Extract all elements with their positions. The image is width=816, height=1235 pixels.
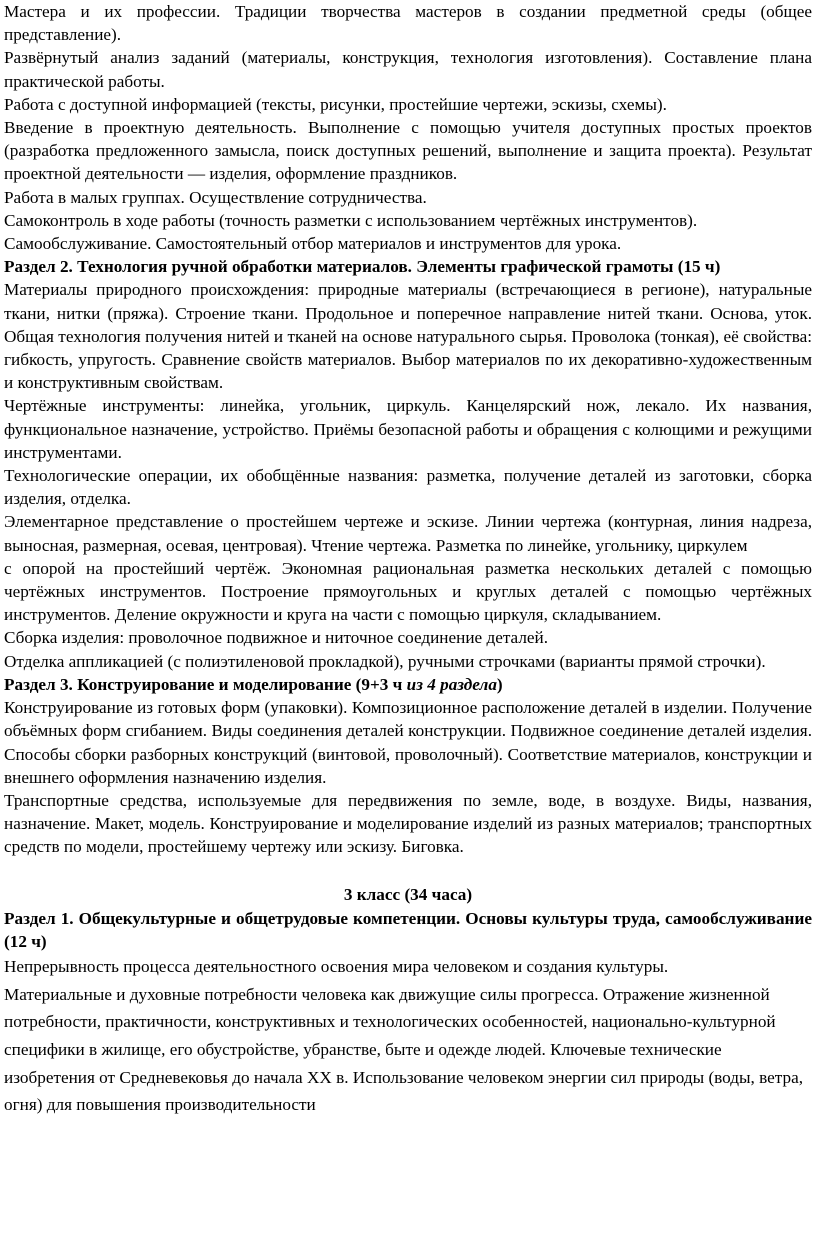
heading-main: Раздел 3. Конструирование и моделирование (9+3 ч bbox=[4, 674, 407, 694]
paragraph: Чертёжные инструменты: линейка, угольник, циркуль. Канцелярский нож, лекало. Их названия, функциональное назначение, устройство. Приёмы безопасной работы и обращения с колющими и режущими инструментами. bbox=[4, 396, 812, 462]
paragraph: с опорой на простейший чертёж. Экономная рациональная разметка нескольких деталей с помощью чертёжных инструментов. Построение прямоугольных и круглых деталей с помощью чертёжных инструментов. Деление окружности и круга на части с помощью циркуля, складыванием. bbox=[4, 558, 812, 625]
intro-block bbox=[4, 0, 812, 255]
paragraph: Самообслуживание. Самостоятельный отбор материалов и инструментов для урока. bbox=[4, 234, 622, 254]
paragraph: Технологические операции, их обобщённые названия: разметка, получение деталей из заготовки, сборка изделия, отделка. bbox=[4, 466, 812, 509]
paragraph: Самоконтроль в ходе работы (точность разметки с использованием чертёжных инструментов). bbox=[4, 210, 698, 230]
heading-close: ) bbox=[496, 674, 503, 694]
section-2 bbox=[4, 255, 812, 673]
paragraph: Элементарное представление о простейшем чертеже и эскизе. Линии чертежа (контурная, линия надреза, выносная, размерная, осевая, центровая). Чтение чертежа. Разметка по линейке, угольнику, циркулем bbox=[4, 512, 812, 555]
section-3 bbox=[4, 673, 812, 859]
paragraph: Материальные и духовные потребности человека как движущие силы прогресса. Отражение жизненной потребности, практичности, конструктивных и технологических особенностей, национально-культурной специфики в жилище, его обустройстве, убранстве, быте и одежде людей. Ключевые технические изобретения от Средневековья до начала XX в. Использование человеком энергии сил природы (воды, ветра, огня) для повышения производительности bbox=[4, 984, 804, 1115]
paragraph: Работа в малых группах. Осуществление сотрудничества. bbox=[4, 187, 427, 207]
section-heading bbox=[4, 673, 812, 696]
paragraph: Транспортные средства, используемые для передвижения по земле, воде, в воздухе. Виды, названия, назначение. Макет, модель. Конструирование и моделирование изделий из разных материалов; транспортных средств по модели, простейшему чертежу или эскизу. Биговка. bbox=[4, 790, 812, 857]
paragraph: Конструирование из готовых форм (упаковки). Композиционное расположение деталей в изделии. Получение объёмных форм сгибанием. Виды соединения деталей конструкции. Подвижное соединение деталей изделия. Способы сборки разборных конструкций (винтовой, проволочный). Соответствие материалов, конструкции и внешнего оформления назначению изделия. bbox=[4, 698, 812, 787]
section-heading: Раздел 1. Общекультурные и общетрудовые компетенции. Основы культуры труда, самообслуживание (12 ч) bbox=[4, 908, 812, 951]
grade-title: 3 класс (34 часа) bbox=[343, 884, 473, 904]
paragraph: Работа с доступной информацией (тексты, рисунки, простейшие чертежи, эскизы, схемы). bbox=[4, 94, 667, 114]
paragraph: Развёрнутый анализ заданий (материалы, конструкция, технология изготовления). Составление плана практической работы. bbox=[4, 48, 812, 91]
grade-3-paragraphs bbox=[4, 953, 812, 1119]
paragraph: Мастера и их профессии. Традиции творчества мастеров в создании предметной среды (общее представление). bbox=[4, 2, 812, 45]
paragraph: Материалы природного происхождения: природные материалы (встречающиеся в регионе), натуральные ткани, нитки (пряжа). Строение ткани. Продольное и поперечное направление нитей ткани. Основа, уток. Общая технология получения нитей и тканей на основе натурального сырья. Проволока (тонкая), её свойства: гибкость, упругость. Сравнение свойств материалов. Выбор материалов по их декоративно-художественным и конструктивным свойствам. bbox=[4, 280, 812, 393]
heading-italic: из 4 раздела bbox=[406, 674, 497, 694]
section-heading: Раздел 2. Технология ручной обработки материалов. Элементы графической грамоты (15 ч) bbox=[4, 257, 721, 277]
grade-3-block bbox=[4, 883, 812, 1119]
paragraph: Сборка изделия: проволочное подвижное и ниточное соединение деталей. bbox=[4, 628, 549, 648]
paragraph: Непрерывность процесса деятельностного освоения мира человеком и создания культуры. bbox=[4, 957, 669, 977]
paragraph: Введение в проектную деятельность. Выполнение с помощью учителя доступных простых проектов (разработка предложенного замысла, поиск доступных решений, выполнение и защита проекта). Результат проектной деятельности — изделия, оформление праздников. bbox=[4, 118, 812, 184]
paragraph: Отделка аппликацией (с полиэтиленовой прокладкой), ручными строчками (варианты прямой строчки). bbox=[4, 651, 766, 671]
